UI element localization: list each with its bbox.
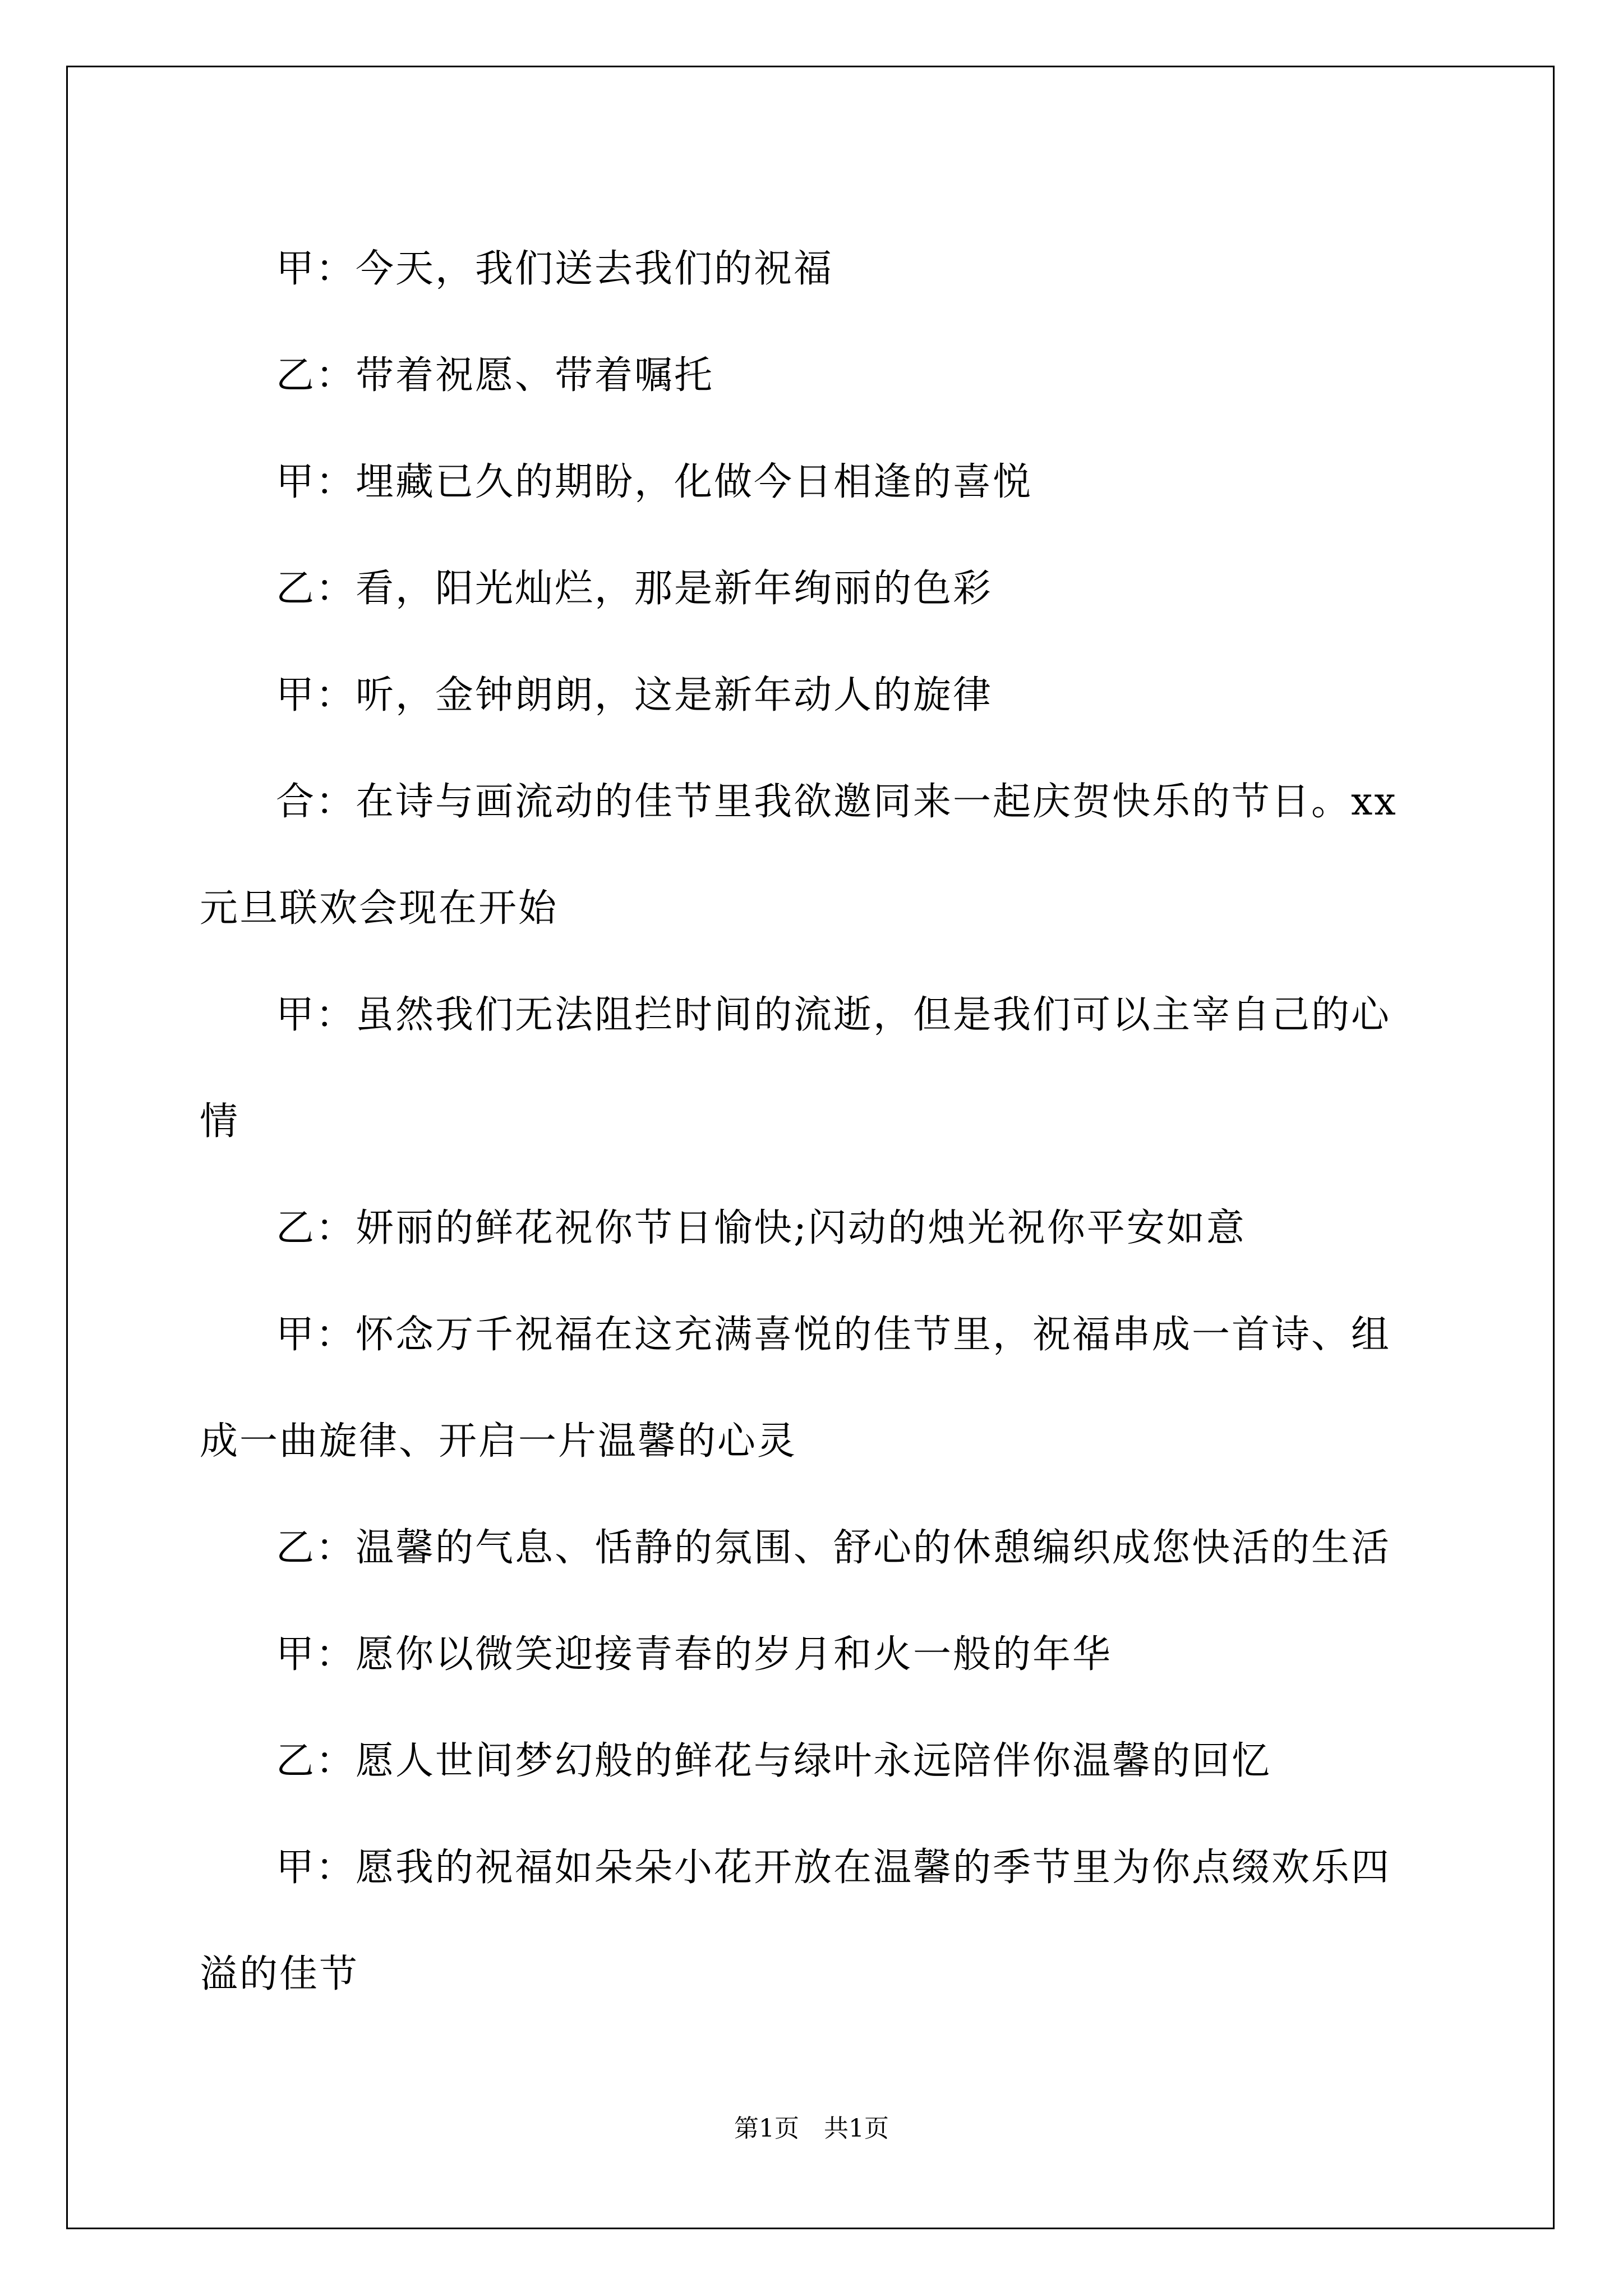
document-body [200, 216, 1428, 2028]
paragraph: 乙：带着祝愿、带着嘱托 [276, 353, 714, 398]
paragraph: 乙：愿人世间梦幻般的鲜花与绿叶永远陪伴你温馨的回忆 [276, 1739, 1272, 1783]
paragraph: 乙：温馨的气息、恬静的氛围、舒心的休憩编织成您快活的生活 [276, 1526, 1391, 1570]
paragraph: 甲：今天，我们送去我们的祝福 [276, 247, 834, 291]
paragraph: 甲：怀念万千祝福在这充满喜悦的佳节里，祝福串成一首诗、组成一曲旋律、开启一片温馨的心灵 [200, 1313, 1391, 1464]
page-number: 第1页 [734, 2114, 799, 2143]
page-footer [0, 2112, 1623, 2146]
paragraph: 甲：埋藏已久的期盼，化做今日相逢的喜悦 [276, 460, 1033, 504]
paragraph: 甲：愿我的祝福如朵朵小花开放在温馨的季节里为你点缀欢乐四溢的佳节 [200, 1846, 1391, 1996]
paragraph: 甲：愿你以微笑迎接青春的岁月和火一般的年华 [276, 1632, 1113, 1677]
paragraph: 甲：虽然我们无法阻拦时间的流逝，但是我们可以主宰自己的心情 [200, 993, 1391, 1144]
paragraph: 甲：听，金钟朗朗，这是新年动人的旋律 [276, 673, 993, 717]
page-total: 共1页 [824, 2114, 889, 2143]
paragraph: 合：在诗与画流动的佳节里我欲邀同来一起庆贺快乐的节日。xx元旦联欢会现在开始 [200, 780, 1398, 931]
paragraph: 乙：妍丽的鲜花祝你节日愉快;闪动的烛光祝你平安如意 [276, 1206, 1246, 1250]
paragraph: 乙：看，阳光灿烂，那是新年绚丽的色彩 [276, 567, 993, 611]
